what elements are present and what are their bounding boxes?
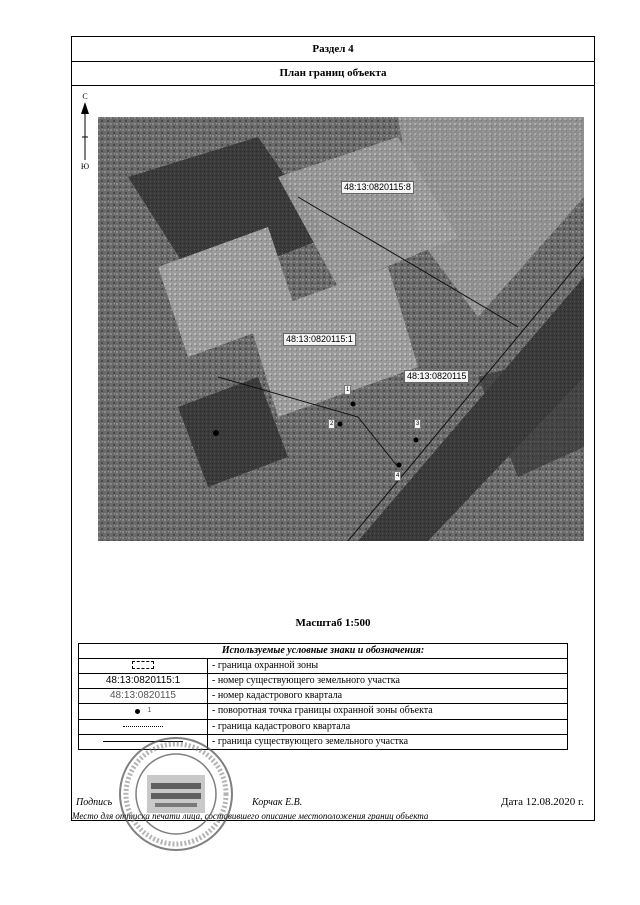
point-label-3: 3 [416,421,420,427]
aerial-map [98,117,584,541]
compass-arrow-icon [79,92,93,172]
kvartal-boundary-icon [123,726,163,727]
parcel-label-1: 48:13:0820115:1 [283,333,356,346]
signer-name: Корчак Е.В. [252,797,303,808]
legend-desc: - граница кадастрового квартала [208,719,568,734]
legend-heading-row [79,644,568,659]
legend-row [79,659,568,674]
legend-symbol-point [79,704,208,720]
parcel-label-8: 48:13:0820115:8 [341,181,414,194]
legend-desc: - граница существующего земельного участка [208,734,568,749]
stamp-place-note: Место для оттиска печати лица, составившего описание местоположения границ объекта [72,811,429,821]
page-title: План границ объекта [72,61,594,86]
legend-row [79,689,568,704]
legend-symbol-kvartal-line [79,719,208,734]
date-label: Дата 12.08.2020 г. [501,796,584,808]
legend-row [79,704,568,720]
legend-desc: - номер кадастрового квартала [208,689,568,704]
scale-label: Масштаб 1:500 [295,617,371,629]
kvartal-label: 48:13:0820115 [404,370,469,383]
seal-stamp [117,735,235,853]
protected-zone-icon [132,661,154,669]
legend-row [79,719,568,734]
turning-point-number: 1 [147,707,152,714]
section-heading: Раздел 4 [72,37,594,62]
compass [79,92,93,172]
point-label-1: 1 [346,387,350,393]
legend-heading: Используемые условные знаки и обозначения: [79,644,568,659]
legend-table [78,643,568,750]
legend-symbol-parcel-number: 48:13:0820115:1 [79,674,208,689]
south-label: Ю [80,162,90,171]
point-label-2: 2 [330,421,334,427]
legend-symbol-zone [79,659,208,674]
legend-symbol-kvartal-number: 48:13:0820115 [79,689,208,704]
legend-row [79,674,568,689]
document-frame [71,36,595,821]
point-label-4: 4 [396,473,400,479]
north-label: С [82,92,88,101]
legend-desc: - граница охранной зоны [208,659,568,674]
turning-point-icon [135,709,140,714]
legend-desc: - номер существующего земельного участка [208,674,568,689]
legend-desc: - поворотная точка границы охранной зоны объекта [208,704,568,720]
signature-label: Подпись [76,797,113,808]
